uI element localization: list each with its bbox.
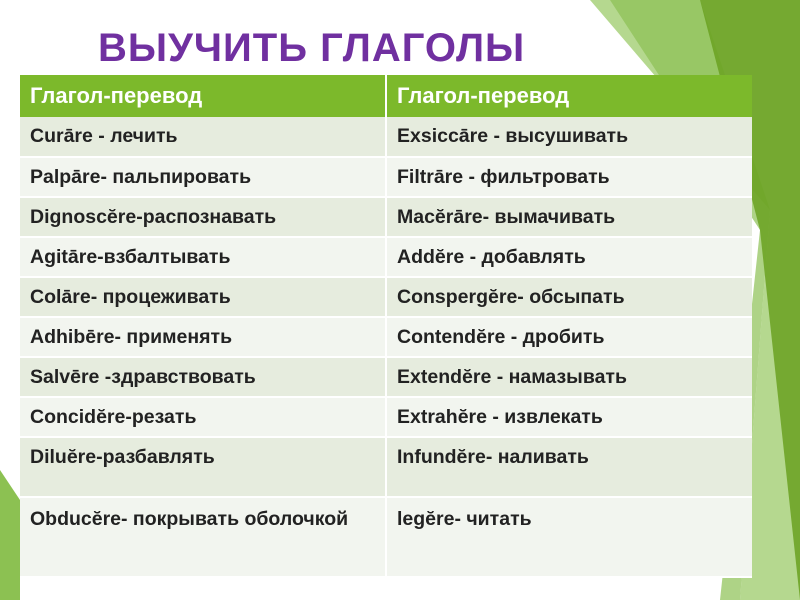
table-cell: Adhibēre- применять [20, 317, 386, 357]
table-cell: Dignoscĕre-распознавать [20, 197, 386, 237]
table-cell: Salvēre -здравствовать [20, 357, 386, 397]
table-cell: Agitāre-взбалтывать [20, 237, 386, 277]
table-cell: Diluĕre-разбавлять [20, 437, 386, 497]
table-cell: legĕre- читать [386, 497, 752, 577]
table-row [20, 197, 752, 237]
table-cell: Macĕrāre- вымачивать [386, 197, 752, 237]
table-row [20, 157, 752, 197]
table-row [20, 397, 752, 437]
table-row [20, 317, 752, 357]
table-row [20, 437, 752, 497]
table-row [20, 277, 752, 317]
slide-title: ВЫУЧИТЬ ГЛАГОЛЫ [98, 26, 526, 70]
table-cell: Palpāre- пальпировать [20, 157, 386, 197]
table-cell: Contendĕre - дробить [386, 317, 752, 357]
column-header: Глагол-перевод [386, 75, 752, 117]
table-cell: Exsiccāre - высушивать [386, 117, 752, 157]
table-cell: Infundĕre- наливать [386, 437, 752, 497]
table-row [20, 357, 752, 397]
table-cell: Conspergĕre- обсыпать [386, 277, 752, 317]
table-cell: Colāre- процеживать [20, 277, 386, 317]
table-cell: Extrahĕre - извлекать [386, 397, 752, 437]
table-cell: Curāre - лечить [20, 117, 386, 157]
table-cell: Obducĕre- покрывать оболочкой [20, 497, 386, 577]
table-cell: Extendĕre - намазывать [386, 357, 752, 397]
column-header: Глагол-перевод [20, 75, 386, 117]
table-row [20, 237, 752, 277]
verbs-table [20, 75, 752, 578]
table-cell: Filtrāre - фильтровать [386, 157, 752, 197]
table-cell: Addĕre - добавлять [386, 237, 752, 277]
table-row [20, 117, 752, 157]
table-cell: Concidĕre-резать [20, 397, 386, 437]
table-header-row [20, 75, 752, 117]
table-row [20, 497, 752, 577]
